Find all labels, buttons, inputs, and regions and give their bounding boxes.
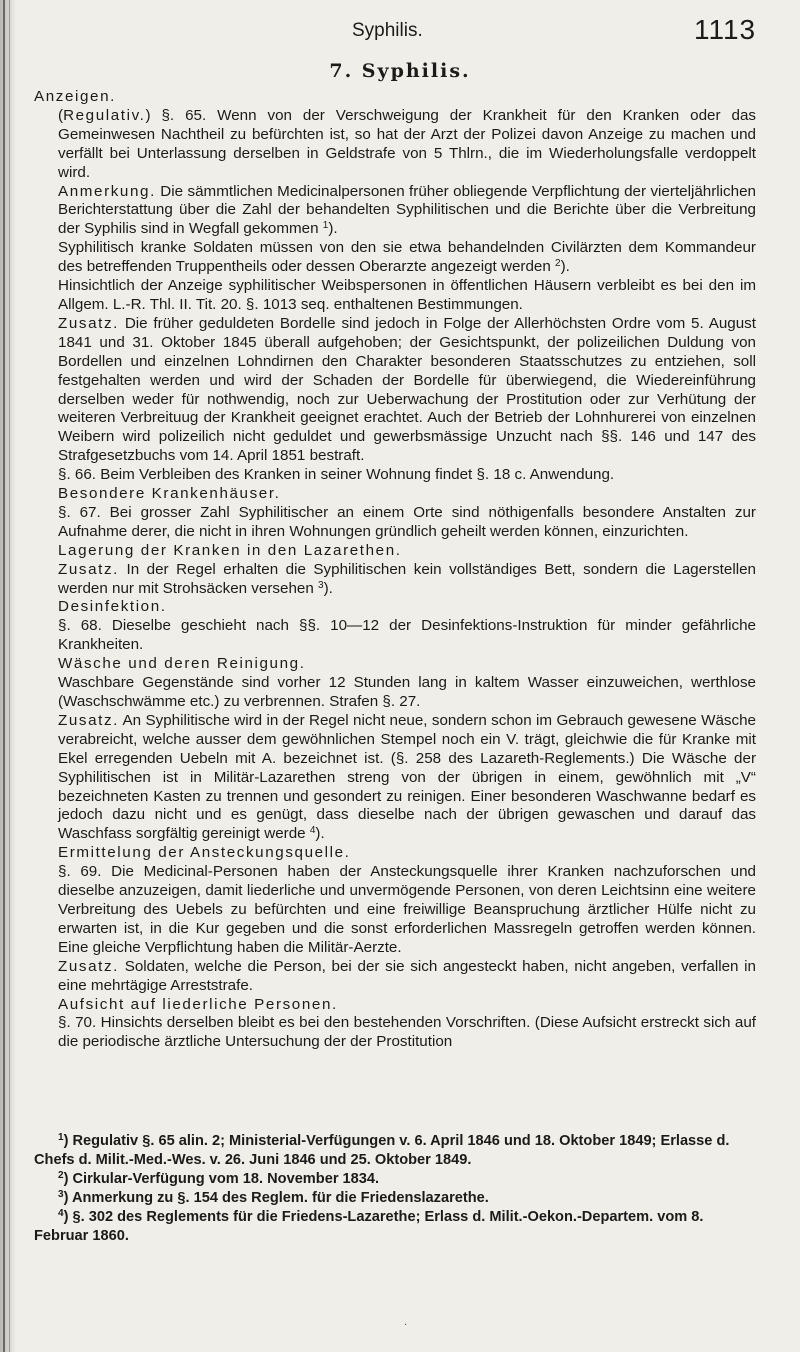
paragraph [34,88,756,107]
paragraph-text: Waschbare Gegenstände sind vorher 12 Stunden lang in kaltem Wasser einzuweichen, werthlose (Waschschwämme etc.) zu verbrennen. Strafen §. 27. [58,674,756,710]
footnote-ref: 3 [318,579,324,591]
paragraph-text: ). [315,825,325,843]
spaced-subheading-text: Aufsicht auf liederliche Personen. [58,995,338,1013]
spaced-subheading-text: Desinfektion. [58,598,167,616]
running-head [0,10,800,50]
paragraph [34,561,756,599]
section-heading: 7. Syphilis. [329,60,471,82]
paragraph [34,466,756,485]
binding-edge-line [3,0,5,1352]
paragraph-text: Syphilitisch kranke Soldaten müssen von den sie etwa behandelnden Civilärzten dem Kommandeur des betreffenden Truppentheils oder dessen Oberarzte angezeigt werden [58,239,756,276]
footnote-paren: ) [63,1133,69,1149]
page-number: 1113 [694,14,757,45]
paragraph [34,996,756,1015]
paragraph [34,674,756,712]
spaced-subheading-text: Zusatz. [58,314,119,332]
footnote-number: 4 [58,1207,64,1219]
paragraph [34,958,756,996]
footnote-paren: ) [63,1170,69,1187]
paragraph-text: Die früher geduldeten Bordelle sind jedoch in Folge der Allerhöchsten Ordre vom 5. August 1841 und 31. Oktober 1845 überall aufgehoben; der Gesichtspunkt, der polizeilichen Duldung von Bordellen und einzelnen Lohndirnen den Charakter besonderen Staatsschutzes zu entziehen, soll festgehalten werden und wird der Schaden der Bordelle für überwiegend, die Wiedereinführung derselben weder für nothwendig, noch zur Ueberwachung der Prostitution oder zur Verhütung der weiteren Verbreituug der Krankheit geeignet erachtet. Auch der Betrieb der Lohnhurerei von einzelnen Weibern wird polizeilich nicht geduldet und gewerbsmässige Unzucht nach §§. 146 und 147 des Strafgesetzbuchs vom 14. April 1851 bestraft. [58,314,756,465]
footnote-paren: ) [63,1208,69,1225]
footnote [34,1170,756,1189]
paragraph-text: ). [328,220,338,238]
footnote-ref: 1 [322,220,329,232]
footnote-ref: 2 [555,258,561,270]
footnote-text: §. 302 des Reglements für die Friedens-Lazarethe; Erlass d. Milit.-Oekon.-Departem. vom 8. Februar 1860. [34,1208,704,1244]
paragraph-text: ). [560,258,570,276]
paragraph [34,1014,756,1052]
paragraph [34,315,756,466]
paragraph [34,712,756,844]
paragraph [34,277,756,315]
footnote-ref: 4 [309,825,316,837]
paragraph [34,655,756,674]
running-title: Syphilis. [352,20,423,41]
spaced-subheading-text: Ermittelung der Ansteckungsquelle. [58,844,351,862]
paragraph-text: Die sämmtlichen Medicinalpersonen früher obliegende Verpflichtung der vierteljährlichen Berichterstattung über die Zahl der behandelten Syphilitischen und die Berichte über die Verbreitung der Syphilis sind in Wegfall gekommen [58,182,756,238]
paragraph [34,485,756,504]
footnote-text: Anmerkung zu §. 154 des Reglem. für die Friedenslazarethe. [68,1189,489,1206]
paragraph-text: Soldaten, welche die Person, bei der sie sich angesteckt haben, nicht angeben, verfallen in eine mehrtägige Arreststrafe. [58,957,756,994]
paragraph-text: §. 67. Bei grosser Zahl Syphilitischer an einem Orte sind nöthigenfalls besondere Anstalten zur Aufnahme derer, die nicht in ihren Wohnungen gründlich geheilt werden können, einzurichten. [58,503,756,540]
paragraph [34,863,756,958]
binding-edge-line-thin [9,0,10,1352]
paragraph-text: §. 70. Hinsichts derselben bleibt es bei den bestehenden Vorschriften. (Diese Aufsicht erstreckt sich auf die periodische ärztliche Untersuchung der der Prostitution [58,1014,756,1051]
spaced-subheading-text: Zusatz. [58,560,119,578]
spaced-subheading-text: Zusatz. [58,711,119,729]
spaced-subheading-text: Lagerung der Kranken in den Lazarethen. [58,541,402,559]
body-text [34,88,756,1052]
paragraph-text: An Syphilitische wird in der Regel nicht neue, sondern schon im Gebrauch gewesene Wäsche verabreicht, welche ausser dem gewöhnlichen Stempel noch ein V. trägt, gleichwie die für Kranke mit Ekel erregenden Uebeln mit A. bezeichnet ist. (§. 258 des Lazareth-Reglements.) Die Wäsche der Syphilitischen ist in Militär-Lazarethen streng von der übrigen in einem, gewöhnlich mit „V“ bezeichneten Kasten zu trennen und gesondert zu reinigen. Einer besonderen Waschwanne bedarf es jedoch dazu nicht und es genügt, dass dieselbe nach der übrigen gewaschen und darauf das Waschfass sorgfältig gereinigt werde [58,711,756,843]
paragraph [34,598,756,617]
spaced-subheading-text: Regulativ. [63,106,146,124]
footnote-number: 1 [58,1132,64,1143]
paragraph [34,183,756,240]
spaced-subheading-text: Wäsche und deren Reinigung. [58,655,306,673]
footnote-text: Cirkular-Verfügung vom 18. November 1834. [68,1170,380,1187]
paragraph-text: ( [58,106,64,124]
paragraph-text: §. 69. Die Medicinal-Personen haben der Ansteckungsquelle ihrer Kranken nachzuforschen und dieselbe anzuzeigen, damit liederliche und unvermögende Personen, von deren Leichtsinn eine weitere Verbreitung des Uebels zu befürchten und eine freiwillige Beanspruchung ärztlicher Hülfe nicht zu erwarten ist, in die Kur gegeben und die sonst erforderlichen Massregeln getroffen werden können. Eine gleiche Verpflichtung haben die Militär-Aerzte. [58,863,756,956]
stray-print-mark: · [404,1320,408,1331]
paragraph-text: In der Regel erhalten die Syphilitischen kein vollständiges Bett, sondern die Lagerstellen werden nur mit Strohsäcken versehen [58,560,756,597]
footnote-text: Regulativ §. 65 alin. 2; Ministerial-Verfügungen v. 6. April 1846 und 18. Oktober 1849; Erlasse d. Chefs d. Milit.-Med.-Wes. v. 26. Juni 1846 und 25. Oktober 1849. [34,1133,730,1168]
spaced-subheading-text: Anmerkung. [58,182,156,200]
footnote [34,1208,756,1246]
spaced-subheading-text: Zusatz. [58,957,119,975]
footnote-number: 2 [58,1169,64,1181]
paragraph [34,617,756,655]
paragraph [34,542,756,561]
paragraph [34,239,756,277]
paragraph [34,107,756,183]
spaced-subheading-text: Besondere Krankenhäuser. [58,485,281,503]
paragraph [34,844,756,863]
paragraph [34,504,756,542]
footnote-paren: ) [63,1189,69,1206]
footnotes [34,1132,756,1245]
footnote [34,1132,756,1170]
footnote [34,1189,756,1208]
paragraph-text: ). [323,579,333,597]
paragraph-text: §. 68. Dieselbe geschieht nach §§. 10—12 der Desinfektions-Instruktion für minder gefährliche Krankheiten. [58,617,756,654]
paragraph-text: Hinsichtlich der Anzeige syphilitischer Weibspersonen in öffentlichen Häusern verbleibt es bei den im Allgem. L.-R. Thl. II. Tit. 20. §. 1013 seq. enthaltenen Bestimmungen. [58,277,756,313]
paragraph-text: ) §. 65. Wenn von der Verschweigung der Krankheit für den Kranken oder das Gemeinwesen Nachtheil zu befürchten ist, so hat der Arzt der Polizei davon Anzeige zu machen und verfällt bei Unterlassung derselben in Geldstrafe von 5 Thlrn., die im Wiederholungsfalle verdoppelt wird. [58,106,756,181]
footnote-number: 3 [58,1188,64,1200]
spaced-subheading-text: Anzeigen. [34,88,116,105]
paragraph-text: §. 66. Beim Verbleiben des Kranken in seiner Wohnung findet §. 18 c. Anwendung. [58,466,615,484]
